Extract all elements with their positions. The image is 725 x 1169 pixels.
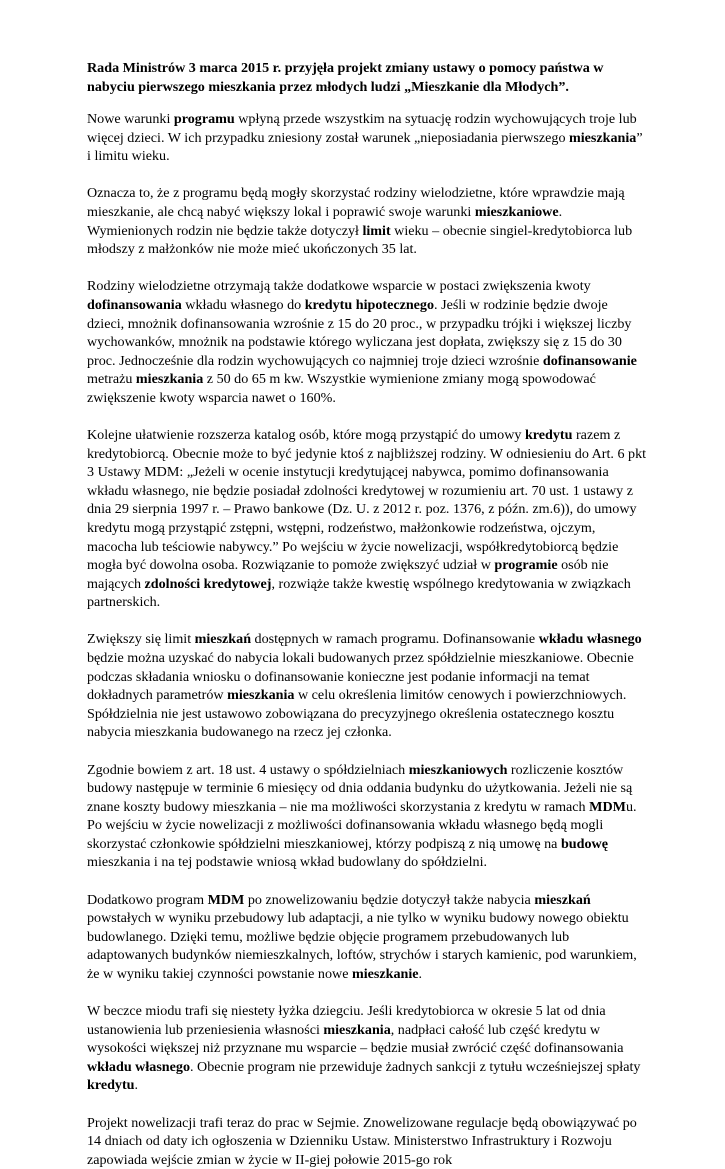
bold-keyword: kredytu <box>525 427 573 443</box>
text-run: po znowelizowaniu będzie dotyczył także nabycia <box>244 892 534 908</box>
bold-keyword: MDM <box>589 799 626 815</box>
paragraph <box>87 1114 647 1169</box>
paragraph <box>87 761 647 873</box>
bold-keyword: wkładu własnego <box>87 1059 190 1075</box>
text-run: będzie można uzyskać do nabycia lokali budowanych przez spółdzielnie mieszkaniowe. Obecnie podczas składania wniosku o dofinansowanie konieczne jest podanie informacji na temat dokładnych parametrów <box>87 650 634 703</box>
bold-keyword: wkładu własnego <box>539 631 642 647</box>
paragraph <box>87 1002 647 1095</box>
text-run: mieszkania i na tej podstawie wniosą wkład budowlany do spółdzielni. <box>87 854 487 870</box>
text-run: rozliczenie kosztów budowy następuje w terminie 6 miesięcy od dnia oddania budynku do użytkowania. Jeżeli nie są znane koszty budowy mieszkania – nie ma możliwości skorzystania z kredytu w ramach <box>87 762 632 815</box>
paragraph <box>87 426 647 612</box>
text-run: Projekt nowelizacji trafi teraz do prac w Sejmie. Znowelizowane regulacje będą obowiązywać po 14 dniach od daty ich ogłoszenia w Dzienniku Ustaw. Ministerstwo Infrastruktury i Rozwoju zapowiada wejście zmian w życie w II-giej połowie 2015-go rok <box>87 1115 637 1168</box>
bold-keyword: mieszkania <box>227 687 294 703</box>
text-run: metrażu <box>87 371 136 387</box>
bold-keyword: MDM <box>208 892 245 908</box>
bold-keyword: programu <box>174 111 235 127</box>
paragraph <box>87 277 647 407</box>
text-run: osób nie mających <box>87 557 608 592</box>
text-run: . <box>419 966 423 982</box>
document-page <box>87 59 647 1169</box>
document-title: Rada Ministrów 3 marca 2015 r. przyjęła projekt zmiany ustawy o pomocy państwa w nabyciu pierwszego mieszkania przez młodych ludzi „Mieszkanie dla Młodych”. <box>87 59 647 96</box>
bold-keyword: budowę <box>561 836 608 852</box>
text-run: ” i limitu wieku. <box>87 130 643 165</box>
bold-keyword: mieszkań <box>534 892 590 908</box>
bold-keyword: mieszkania <box>569 130 636 146</box>
text-run: z 50 do 65 m kw. Wszystkie wymienione zmiany mogą spowodować zwiększenie kwoty wsparcia nawet o 160%. <box>87 371 596 406</box>
text-run: u. Po wejściu w życie nowelizacji z możliwości dofinansowania wkładu własnego będą mogli skorzystać członkowie spółdzielni mieszkaniowej, którzy podpiszą z nią umowę na <box>87 799 637 852</box>
text-run: Zwiększy się limit <box>87 631 195 647</box>
text-run: powstałych w wyniku przebudowy lub adaptacji, a nie tylko w wyniku budowy nowego obiektu budowlanego. Dzięki temu, możliwe będzie objęcie programem przebudowanych lub adaptowanych budynków niemieszkalnych, loftów, strychów i starych kamienic, pod warunkiem, że w wyniku takiej czynności powstanie nowe <box>87 910 637 982</box>
paragraph <box>87 891 647 984</box>
text-run: wieku – obecnie singiel-kredytobiorca lub młodszy z małżonków nie może mieć ukończonych 35 lat. <box>87 223 632 258</box>
bold-keyword: programie <box>494 557 557 573</box>
text-run: wkładu własnego do <box>182 297 305 313</box>
text-run: dostępnych w ramach programu. Dofinansowanie <box>251 631 539 647</box>
text-run: . Obecnie program nie przewiduje żadnych sankcji z tytułu wcześniejszej spłaty <box>190 1059 640 1075</box>
text-run: . Jeśli w rodzinie będzie dwoje dzieci, mnożnik dofinansowania wzrośnie z 15 do 20 proc., w przypadku trójki i większej liczby wychowanków, mnożnik na podstawie którego wyliczana jest dopłata, zwiększy się z 15 do 30 proc. Jednocześnie dla rodzin wychowujących co najmniej troje dzieci wzrośnie <box>87 297 631 369</box>
text-run: Zgodnie bowiem z art. 18 ust. 4 ustawy o spółdzielniach <box>87 762 409 778</box>
text-run: . Wymienionych rodzin nie będzie także dotyczył <box>87 204 562 239</box>
paragraph <box>87 184 647 258</box>
text-run: Rodziny wielodzietne otrzymają także dodatkowe wsparcie w postaci zwiększenia kwoty <box>87 278 591 294</box>
bold-keyword: mieszkania <box>323 1022 390 1038</box>
text-run: razem z kredytobiorcą. Obecnie może to być jedynie ktoś z najbliższej rodziny. W odniesieniu do Art. 6 pkt 3 Ustawy MDM: „Jeżeli w ocenie instytucji kredytującej nabywca, pomimo dofinansowania wkładu własnego, nie będzie posiadał zdolności kredytowej w rozumieniu art. 70 ust. 1 ustawy z dnia 29 sierpnia 1997 r. – Prawo bankowe (Dz. U. z 2012 r. poz. 1376, z późn. zm.6)), do umowy kredytu mogą przystąpić zstępni, wstępni, rodzeństwo, małżonkowie rodzeństwa, ojczym, macocha lub teściowie nabywcy.” Po wejściu w życie nowelizacji, współkredytobiorcą będzie mogła być dowolna osoba. Rozwiązanie to pomoże zwiększyć udział w <box>87 427 646 573</box>
text-run: Oznacza to, że z programu będą mogły skorzystać rodziny wielodzietne, które wprawdzie mają mieszkanie, ale chcą nabyć większy lokal i poprawić swoje warunki <box>87 185 625 220</box>
text-run: , rozwiąże także kwestię wspólnego kredytowania w związkach partnerskich. <box>87 576 631 611</box>
text-run: . <box>135 1077 139 1093</box>
text-run: Dodatkowo program <box>87 892 208 908</box>
bold-keyword: mieszkanie <box>352 966 419 982</box>
bold-keyword: zdolności kredytowej <box>145 576 272 592</box>
document-body <box>87 110 647 1169</box>
paragraph <box>87 630 647 742</box>
paragraph <box>87 110 647 166</box>
text-run: W beczce miodu trafi się niestety łyżka dziegciu. Jeśli kredytobiorca w okresie 5 lat od dnia ustanowienia lub przeniesienia własności <box>87 1003 606 1038</box>
bold-keyword: mieszkaniowe <box>475 204 559 220</box>
bold-keyword: dofinansowania <box>87 297 182 313</box>
text-run: w celu określenia limitów cenowych i powierzchniowych. Spółdzielnia nie jest ustawowo zobowiązana do precyzyjnego określenia ostatecznego kosztu nabycia mieszkania budowanego na rzecz jej członka. <box>87 687 626 740</box>
bold-keyword: mieszkań <box>195 631 251 647</box>
bold-keyword: mieszkania <box>136 371 203 387</box>
bold-keyword: dofinansowanie <box>543 353 637 369</box>
text-run: Kolejne ułatwienie rozszerza katalog osób, które mogą przystąpić do umowy <box>87 427 525 443</box>
bold-keyword: mieszkaniowych <box>409 762 508 778</box>
bold-keyword: limit <box>362 223 390 239</box>
bold-keyword: kredytu hipotecznego <box>305 297 434 313</box>
bold-keyword: kredytu <box>87 1077 135 1093</box>
text-run: Nowe warunki <box>87 111 174 127</box>
text-run: , nadpłaci całość lub część kredytu w wysokości większej niż przyznane mu wsparcie – będzie musiał zwrócić część dofinansowania <box>87 1022 624 1057</box>
text-run: wpłyną przede wszystkim na sytuację rodzin wychowujących troje lub więcej dzieci. W ich przypadku zniesiony został warunek „nieposiadania pierwszego <box>87 111 637 146</box>
